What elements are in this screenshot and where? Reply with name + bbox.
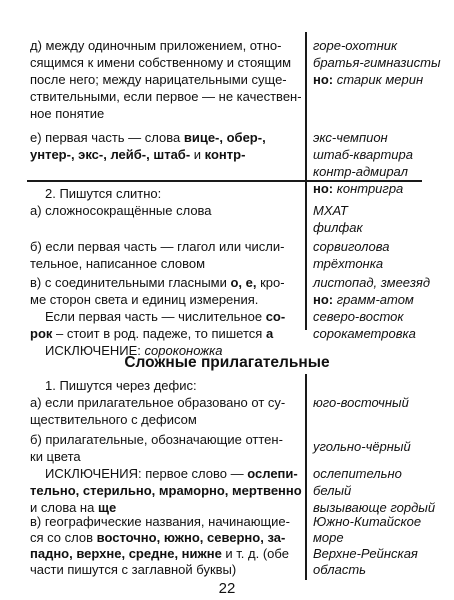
rule-sorok-bold-2: рок: [30, 326, 53, 341]
rule-2v-suffix: кро-: [256, 275, 285, 290]
adj-v-example-1: Южно-Китайское: [313, 514, 422, 529]
rule-e-prefixes-2: унтер-, экс-, лейб-, штаб-: [30, 147, 191, 162]
adj-v-line-2: [30, 529, 285, 546]
adj-exc-label: ИСКЛЮЧЕНИЯ: первое слово —: [45, 466, 248, 481]
example-2v-1: листопад, змеезяд: [313, 275, 431, 290]
rule-2v-prefix: в) с соединительными гласными: [30, 275, 231, 290]
rule-d-line-4: ствительными, если первое — не качествен-: [30, 89, 302, 104]
example-e-2: штаб-квартира: [313, 147, 413, 162]
adj-v-prefix: ся со слов: [30, 530, 97, 545]
rule-d-line-5: ное понятие: [30, 106, 105, 121]
adj-b-line-2: ки цвета: [30, 449, 81, 464]
rule-d-line-3: после него; между нарицательными суще-: [30, 72, 287, 87]
no-example: старик мерин: [336, 72, 424, 87]
adj-v-example-3: Верхне-Рейнская: [313, 546, 418, 561]
adj-b-line-1: б) прилагательные, обозначающие оттен-: [30, 432, 283, 447]
page-number: 22: [218, 580, 236, 597]
adj-v-example-2: море: [313, 530, 344, 545]
example-2b-2: трёхтонка: [313, 256, 384, 271]
adj-b-example: угольно-чёрный: [313, 439, 411, 454]
adj-exc-example-1: ослепительно: [313, 466, 402, 481]
rule-e-prefix: е) первая часть — слова: [30, 130, 184, 145]
no-label: но:: [313, 72, 334, 87]
rule-sorok-line-1: [45, 308, 285, 325]
column-divider-top: [305, 32, 307, 180]
column-divider-middle: [305, 182, 307, 330]
adj-a-line-1: а) если прилагательное образовано от су-: [30, 395, 286, 410]
example-d-1: горе-охотник: [313, 38, 398, 53]
adj-exc-example-2: белый: [313, 483, 352, 498]
example-2v-4: сорокаметровка: [313, 326, 416, 341]
example-e-3: контр-адмирал: [313, 164, 408, 179]
adj-a-line-2: ществительного с дефисом: [30, 412, 197, 427]
adj-exc-line-2: тельно, стерильно, мраморно, мертвенно: [30, 483, 302, 498]
rule-2-heading: 2. Пишутся слитно:: [45, 186, 162, 201]
example-2v-3: северо-восток: [313, 309, 404, 324]
example-e-exception: [313, 180, 403, 197]
rule-d-line-1: д) между одиночным приложением, отно-: [30, 38, 282, 53]
adj-v-bold-1: восточно, южно, северно, за-: [96, 530, 286, 545]
rule-sorok-bold-3: а: [265, 326, 274, 341]
adj-v-bold-2: падно, верхне, средне, нижне: [30, 546, 222, 561]
rule-d-line-2: сящимся к имени собственному и стоящим: [30, 55, 292, 70]
rule-e-line-2: [30, 146, 245, 163]
column-divider-bottom: [305, 374, 307, 580]
rule-sorok-mid: – стоит в род. падеже, то пишется: [52, 326, 266, 341]
example-d-2: братья-гимназисты: [313, 55, 441, 70]
rule-e-line-1: [30, 129, 266, 146]
adj-exc-example-3: вызывающе гордый: [313, 500, 436, 515]
rule-2v-line-2: ме сторон света и единиц измерения.: [30, 292, 259, 307]
example-2v-exception: [313, 291, 414, 308]
example-2a-1: МХАТ: [313, 203, 348, 218]
adj-exc-prefix: и слова на: [30, 500, 98, 515]
adj-v-line-3: [30, 545, 289, 562]
adj-exc-line-1: [45, 465, 298, 482]
exception-label: ИСКЛЮЧЕНИЕ:: [45, 343, 145, 358]
adj-a-example: юго-восточный: [313, 395, 409, 410]
example-2a-2: филфак: [313, 220, 363, 235]
rule-e-prefixes-3: контр-: [204, 147, 246, 162]
example-d-exception: [313, 71, 423, 88]
adj-v-mid: и т. д. (обе: [221, 546, 289, 561]
rule-sorok-prefix: Если первая часть — числительное: [45, 309, 266, 324]
adj-exc-bold-1: ослепи-: [247, 466, 298, 481]
example-e-1: экс-чемпион: [313, 130, 388, 145]
rule-2b-line-1: б) если первая часть — глагол или числи-: [30, 239, 285, 254]
no-example: контригра: [336, 181, 404, 196]
adj-v-line-1: в) географические названия, начинающие-: [30, 514, 290, 529]
rule-sorok-line-2: [30, 325, 273, 342]
rule-2b-line-2: тельное, написанное словом: [30, 256, 206, 271]
rule-e-and: и: [190, 147, 205, 162]
rule-2v-vowels: о, е,: [230, 275, 257, 290]
section-title: Сложные прилагательные: [124, 354, 330, 371]
rule-2a: а) сложносокращённые слова: [30, 203, 212, 218]
adj-heading: 1. Пишутся через дефис:: [45, 378, 197, 393]
rule-sorok-bold-1: со-: [265, 309, 286, 324]
example-2b-1: сорвиголова: [313, 239, 390, 254]
rule-2v-line-1: [30, 274, 285, 291]
adj-v-line-4: части пишутся с заглавной буквы): [30, 562, 237, 577]
no-example: грамм-атом: [336, 292, 414, 307]
no-label: но:: [313, 181, 334, 196]
exception-word: сороконожка: [144, 343, 223, 358]
adj-exc-bold-3: ще: [97, 500, 117, 515]
no-label: но:: [313, 292, 334, 307]
rule-e-prefixes-1: вице-, обер-,: [183, 130, 266, 145]
adj-v-example-4: область: [313, 562, 366, 577]
